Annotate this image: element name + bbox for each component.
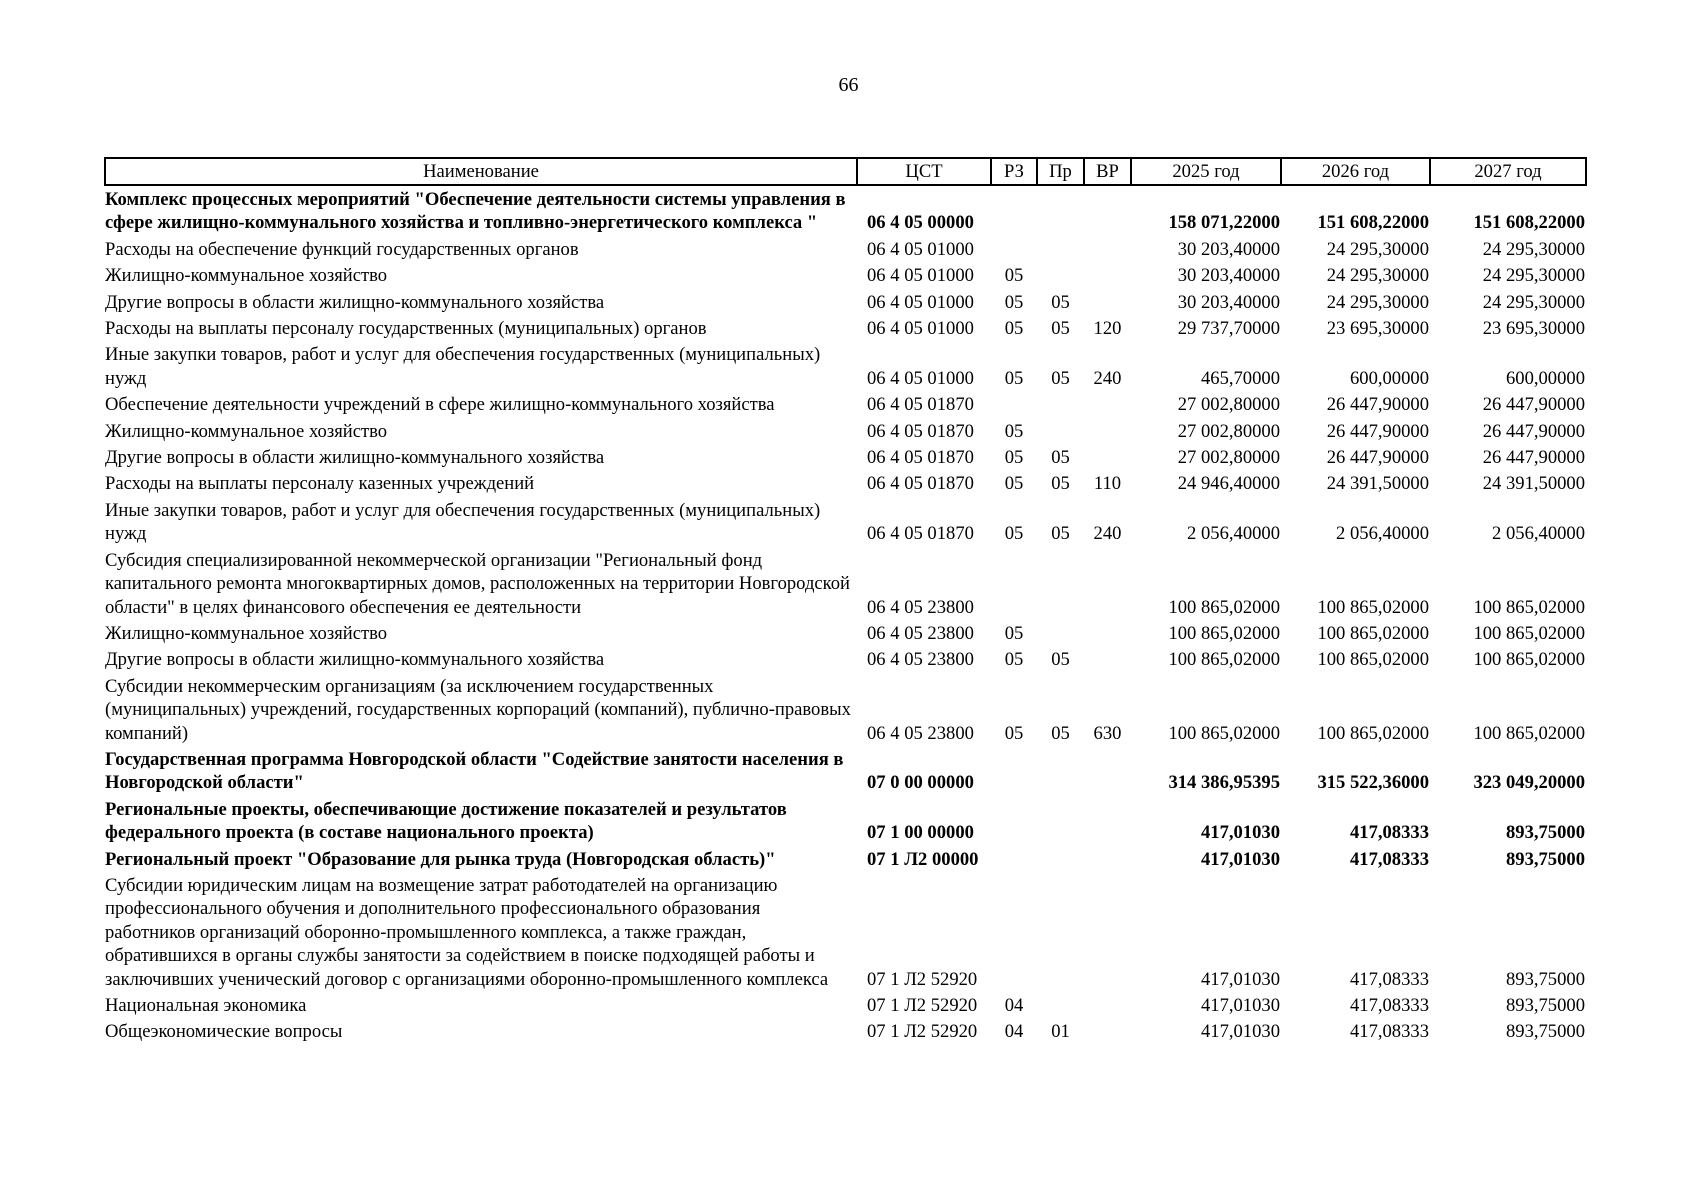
row-rz: 04 [1004, 995, 1024, 1016]
row-vr [1084, 289, 1131, 315]
table-row [105, 391, 1586, 417]
table-row [105, 341, 1586, 391]
row-vr [1084, 391, 1131, 417]
row-name: Расходы на выплаты персоналу государственных (муниципальных) органов [105, 318, 707, 340]
row-2027: 2 056,40000 [1492, 523, 1585, 545]
row-vr [1084, 236, 1131, 262]
row-2027: 893,75000 [1505, 995, 1585, 1016]
row-name: Расходы на обеспечение функций государственных органов [105, 238, 579, 260]
row-pr [1037, 262, 1084, 288]
row-2027: 893,75000 [1505, 1021, 1585, 1043]
header-pr: Пр [1037, 158, 1084, 185]
row-2027: 26 447,90000 [1482, 447, 1585, 469]
row-2025: 100 865,02000 [1168, 722, 1280, 744]
row-pr: 05 [1051, 722, 1070, 744]
row-2027: 24 295,30000 [1482, 265, 1585, 287]
table-row [105, 646, 1586, 672]
header-2025: 2025 год [1131, 158, 1281, 185]
row-2025: 100 865,02000 [1168, 649, 1280, 671]
row-2026: 26 447,90000 [1326, 420, 1429, 442]
row-rz [991, 236, 1037, 262]
row-cst: 07 1 Л2 52920 [867, 1021, 978, 1043]
header-rz: РЗ [991, 158, 1037, 185]
row-cst: 06 4 05 00000 [867, 212, 974, 234]
row-2025: 27 002,80000 [1177, 394, 1280, 416]
row-name: Региональный проект "Образование для рынка труда (Новгородская область)" [105, 848, 776, 870]
row-name: Комплекс процессных мероприятий "Обеспечение деятельности системы управления в сфере жилищно-коммунального хозяйства и топливно-энергетического комплекса " [105, 189, 846, 234]
row-rz: 05 [1004, 291, 1024, 313]
row-cst: 06 4 05 01870 [867, 473, 974, 495]
row-vr [1084, 1018, 1131, 1044]
row-cst: 06 4 05 01000 [867, 291, 974, 313]
row-2025: 417,01030 [1200, 1021, 1280, 1043]
row-2027: 23 695,30000 [1482, 318, 1585, 340]
row-cst: 07 0 00 00000 [867, 772, 974, 794]
row-vr [1084, 796, 1131, 846]
table-row [105, 497, 1586, 547]
header-2026: 2026 год [1281, 158, 1430, 185]
page-number: 66 [838, 74, 859, 96]
row-cst: 07 1 00 00000 [867, 822, 974, 844]
row-rz [991, 185, 1037, 236]
row-2026: 2 056,40000 [1336, 523, 1429, 545]
row-2027: 26 447,90000 [1482, 420, 1585, 442]
row-2027: 893,75000 [1505, 822, 1585, 844]
row-cst: 06 4 05 01000 [867, 265, 974, 287]
row-2027: 600,00000 [1505, 367, 1585, 389]
row-2027: 24 295,30000 [1482, 291, 1585, 313]
row-2025: 30 203,40000 [1177, 238, 1280, 260]
row-name: Расходы на выплаты персоналу казенных учреждений [105, 473, 535, 495]
table-row [105, 796, 1586, 846]
budget-table [104, 157, 1587, 1045]
row-vr: 240 [1093, 523, 1122, 545]
row-rz [991, 846, 1037, 872]
row-2026: 100 865,02000 [1317, 596, 1429, 618]
row-vr [1084, 262, 1131, 288]
row-2026: 24 295,30000 [1326, 291, 1429, 313]
row-pr: 05 [1051, 367, 1070, 389]
row-pr [1037, 846, 1084, 872]
row-2026: 417,08333 [1349, 1021, 1429, 1043]
row-pr [1037, 185, 1084, 236]
row-rz: 05 [1004, 420, 1024, 442]
row-cst: 06 4 05 01000 [867, 238, 974, 260]
row-2026: 24 295,30000 [1326, 265, 1429, 287]
row-name: Другие вопросы в области жилищно-коммунального хозяйства [105, 447, 605, 469]
row-vr [1084, 846, 1131, 872]
row-2026: 417,08333 [1349, 848, 1429, 870]
table-row [105, 673, 1586, 746]
row-rz [991, 746, 1037, 796]
row-pr [1037, 547, 1084, 620]
row-2025: 100 865,02000 [1168, 596, 1280, 618]
row-pr [1037, 796, 1084, 846]
table-row [105, 620, 1586, 646]
row-2025: 27 002,80000 [1177, 420, 1280, 442]
row-2027: 100 865,02000 [1473, 722, 1585, 744]
row-rz: 05 [1004, 722, 1024, 744]
row-2025: 158 071,22000 [1168, 212, 1280, 234]
row-2026: 315 522,36000 [1317, 772, 1429, 794]
row-pr [1037, 620, 1084, 646]
row-rz: 05 [1004, 318, 1024, 340]
table-row [105, 872, 1586, 992]
row-2025: 417,01030 [1200, 968, 1280, 990]
row-name: Общеэкономические вопросы [105, 1021, 343, 1043]
row-rz: 05 [1004, 265, 1024, 287]
row-name: Национальная экономика [105, 995, 307, 1016]
row-pr: 05 [1051, 318, 1070, 340]
row-2026: 100 865,02000 [1317, 622, 1429, 644]
header-cst: ЦСТ [857, 158, 991, 185]
row-cst: 06 4 05 01870 [867, 394, 974, 416]
table-row [105, 470, 1586, 496]
row-cst: 07 1 Л2 00000 [867, 848, 979, 870]
row-rz: 05 [1004, 447, 1024, 469]
row-pr [1037, 391, 1084, 417]
row-name: Другие вопросы в области жилищно-коммунального хозяйства [105, 649, 605, 671]
row-cst: 06 4 05 01000 [867, 318, 974, 340]
table-row [105, 444, 1586, 470]
row-vr [1084, 547, 1131, 620]
row-2027: 26 447,90000 [1482, 394, 1585, 416]
row-2026: 417,08333 [1349, 968, 1429, 990]
table-row [105, 846, 1586, 872]
row-2026: 23 695,30000 [1326, 318, 1429, 340]
row-cst: 06 4 05 01870 [867, 420, 974, 442]
row-2025: 2 056,40000 [1187, 523, 1280, 545]
row-vr [1084, 444, 1131, 470]
row-name: Субсидия специализированной некоммерческой организации "Региональный фонд капитального ремонта многоквартирных домов, расположенных на территории Новгородской области" в целях финансового обеспечения ее деятельности [105, 549, 850, 618]
row-2025: 27 002,80000 [1177, 447, 1280, 469]
row-2025: 29 737,70000 [1177, 318, 1280, 340]
row-2027: 100 865,02000 [1473, 649, 1585, 671]
row-name: Иные закупки товаров, работ и услуг для обеспечения государственных (муниципальных) нужд [105, 499, 821, 545]
row-2027: 100 865,02000 [1473, 622, 1585, 644]
row-2025: 417,01030 [1200, 848, 1280, 870]
row-rz [991, 796, 1037, 846]
header-2027: 2027 год [1430, 158, 1586, 185]
row-rz: 05 [1004, 622, 1024, 644]
row-2025: 314 386,95395 [1168, 772, 1280, 794]
row-vr [1084, 418, 1131, 444]
row-2027: 100 865,02000 [1473, 596, 1585, 618]
row-pr: 05 [1051, 473, 1070, 495]
row-cst: 06 4 05 23800 [867, 596, 974, 618]
row-name: Государственная программа Новгородской области "Содействие занятости населения в Новгородской области" [105, 748, 844, 794]
row-2025: 417,01030 [1200, 995, 1280, 1016]
table-row [105, 1018, 1586, 1044]
row-vr: 630 [1093, 722, 1122, 744]
row-name: Жилищно-коммунальное хозяйство [105, 420, 388, 442]
row-pr: 01 [1051, 1021, 1070, 1043]
row-cst: 07 1 Л2 52920 [867, 995, 978, 1016]
row-name: Субсидии некоммерческим организациям (за исключением государственных (муниципальных) учреждений, государственных корпораций (компаний), публично-правовых компаний) [105, 675, 851, 744]
table-row [105, 547, 1586, 620]
row-2026: 417,08333 [1349, 822, 1429, 844]
row-2025: 24 946,40000 [1177, 473, 1280, 495]
table-row [105, 315, 1586, 341]
row-2026: 24 295,30000 [1326, 238, 1429, 260]
table-row [105, 262, 1586, 288]
row-2026: 100 865,02000 [1317, 722, 1429, 744]
row-cst: 06 4 05 23800 [867, 622, 974, 644]
table-row [105, 992, 1586, 1018]
row-vr: 120 [1093, 318, 1122, 340]
row-cst: 06 4 05 01000 [867, 367, 974, 389]
row-rz: 05 [1004, 367, 1024, 389]
table-row [105, 746, 1586, 796]
row-pr: 05 [1051, 447, 1070, 469]
row-rz [991, 872, 1037, 992]
row-vr [1084, 620, 1131, 646]
row-cst: 06 4 05 01870 [867, 523, 974, 545]
row-vr [1084, 872, 1131, 992]
row-pr [1037, 418, 1084, 444]
row-2026: 24 391,50000 [1326, 473, 1429, 495]
row-name: Обеспечение деятельности учреждений в сфере жилищно-коммунального хозяйства [105, 394, 775, 416]
row-2027: 893,75000 [1505, 848, 1585, 870]
row-2026: 26 447,90000 [1326, 394, 1429, 416]
row-vr [1084, 746, 1131, 796]
row-vr: 110 [1093, 473, 1122, 495]
row-pr [1037, 746, 1084, 796]
row-pr [1037, 236, 1084, 262]
row-2026: 26 447,90000 [1326, 447, 1429, 469]
row-2027: 323 049,20000 [1473, 772, 1585, 794]
row-cst: 06 4 05 23800 [867, 722, 974, 744]
row-2025: 417,01030 [1200, 822, 1280, 844]
row-vr [1084, 646, 1131, 672]
row-2025: 465,70000 [1200, 367, 1280, 389]
row-name: Региональные проекты, обеспечивающие достижение показателей и результатов федерального проекта (в составе национального проекта) [105, 798, 787, 844]
table-row [105, 418, 1586, 444]
row-cst: 07 1 Л2 52920 [867, 968, 978, 990]
table-row [105, 236, 1586, 262]
row-2025: 30 203,40000 [1177, 291, 1280, 313]
row-pr: 05 [1051, 523, 1070, 545]
row-rz: 05 [1004, 649, 1024, 671]
row-name: Жилищно-коммунальное хозяйство [105, 622, 388, 644]
row-vr [1084, 992, 1131, 1018]
table-header [105, 158, 1586, 185]
row-pr [1037, 992, 1084, 1018]
row-pr: 05 [1051, 291, 1070, 313]
table-row [105, 185, 1586, 236]
row-rz: 05 [1004, 523, 1024, 545]
header-vr: ВР [1084, 158, 1131, 185]
row-cst: 06 4 05 23800 [867, 649, 974, 671]
row-2026: 600,00000 [1349, 367, 1429, 389]
row-rz: 04 [1004, 1021, 1024, 1043]
header-name: Наименование [105, 158, 857, 185]
row-2026: 151 608,22000 [1317, 212, 1429, 234]
row-2027: 24 295,30000 [1482, 238, 1585, 260]
row-2025: 30 203,40000 [1177, 265, 1280, 287]
row-vr: 240 [1093, 367, 1122, 389]
row-2026: 100 865,02000 [1317, 649, 1429, 671]
row-pr: 05 [1051, 649, 1070, 671]
row-cst: 06 4 05 01870 [867, 447, 974, 469]
row-2026: 417,08333 [1349, 995, 1429, 1016]
row-rz [991, 391, 1037, 417]
row-rz: 05 [1004, 473, 1024, 495]
row-name: Жилищно-коммунальное хозяйство [105, 265, 388, 287]
row-vr [1084, 185, 1131, 236]
row-rz [991, 547, 1037, 620]
row-pr [1037, 872, 1084, 992]
row-name: Субсидии юридическим лицам на возмещение затрат работодателей на организацию профессионального обучения и дополнительного профессионального образования работников организаций оборонно-промышленного комплекса, а также граждан, обратившихся в органы службы занятости за содействием в поиске подходящей работы и заключивших ученический договор с организациями оборонно-промышленного комплекса [105, 874, 829, 990]
table-row [105, 289, 1586, 315]
table-body [105, 185, 1586, 1045]
row-2027: 893,75000 [1505, 968, 1585, 990]
row-name: Другие вопросы в области жилищно-коммунального хозяйства [105, 291, 605, 313]
row-2027: 24 391,50000 [1482, 473, 1585, 495]
header-row [105, 158, 1586, 185]
row-name: Иные закупки товаров, работ и услуг для обеспечения государственных (муниципальных) нужд [105, 344, 821, 389]
row-2025: 100 865,02000 [1168, 622, 1280, 644]
row-2027: 151 608,22000 [1473, 212, 1585, 234]
